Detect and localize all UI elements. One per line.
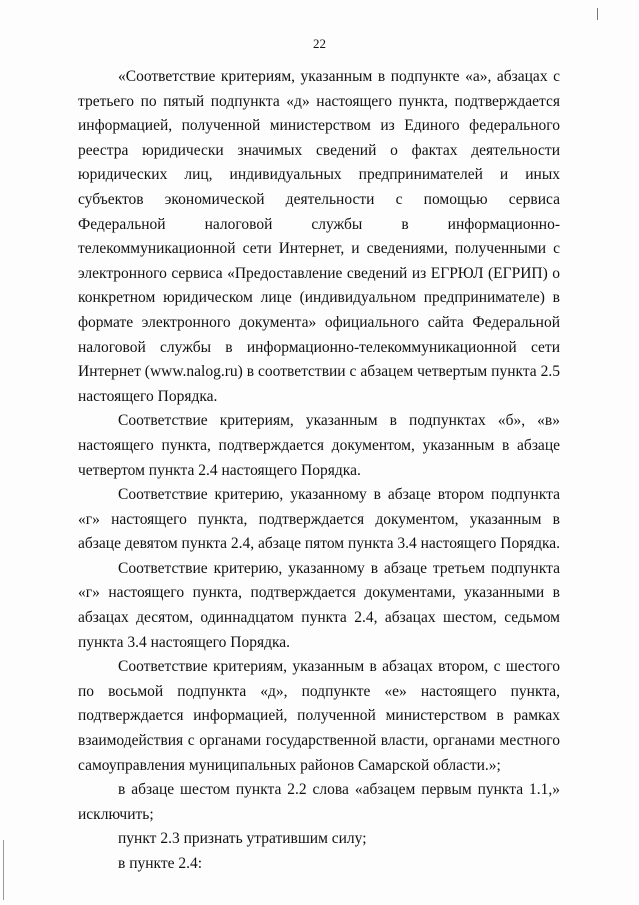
paragraph-criteria-a-d: «Соответствие критериям, указанным в подпункте «а», абзацах с третьего по пятый подпункта «д» настоящего пункта, подтверждается информацией, полученной министерством из Единого федерального реестра юридически значимых сведений о фактах деятельности юридических лиц, индивидуальных предпринимателей и иных субъектов экономической деятельности с помощью сервиса Федеральной налоговой службы в информационно-телекоммуникационной сети Интернет, и сведениями, полученными с электронного сервиса «Предоставление сведений из ЕГРЮЛ (ЕГРИП) о конкретном юридическом лице (индивидуальном предпринимателе) в формате электронного документа» официального сайта Федеральной налоговой службы в информационно-телекоммуникационной сети Интернет (www.nalog.ru) в соответствии с абзацем четвертым пункта 2.5 настоящего Порядка. [78,68,560,405]
paragraph-criteria-b-v: Соответствие критериям, указанным в подпунктах «б», «в» настоящего пункта, подтверждается документом, указанным в абзаце четвертом пункта 2.4 настоящего Порядка. [78,412,560,479]
scan-mark-top-right [597,8,598,20]
paragraph-criteria-d-e: Соответствие критериям, указанным в абзацах втором, с шестого по восьмой подпункта «д», подпункте «е» настоящего пункта, подтверждается информацией, полученной министерством в рамках взаимодействия с органами государственной власти, органами местного самоуправления муниципальных районов Самарской области.»; [78,658,560,774]
paragraph-repeal-2-3: пункт 2.3 признать утратившим силу; [118,830,367,848]
page-number: 22 [313,36,326,51]
document-body [78,65,560,877]
scan-mark-left-edge [3,840,4,900]
paragraph-criterion-g-third: Соответствие критерию, указанному в абзаце третьем подпункта «г» настоящего пункта, подтверждается документами, указанными в абзацах десятом, одиннадцатом пункта 2.4, абзацах шестом, седьмом пункта 3.4 настоящего Порядка. [78,559,560,651]
paragraph-point-2-4: в пункте 2.4: [118,855,203,872]
paragraph-amend-2-2: в абзаце шестом пункта 2.2 слова «абзацем первым пункта 1.1,» исключить; [78,781,560,823]
paragraph-criterion-g-second: Соответствие критерию, указанному в абзаце втором подпункта «г» настоящего пункта, подтверждается документом, указанным в абзаце девятом пункта 2.4, абзаце пятом пункта 3.4 настоящего Порядка. [78,486,561,553]
